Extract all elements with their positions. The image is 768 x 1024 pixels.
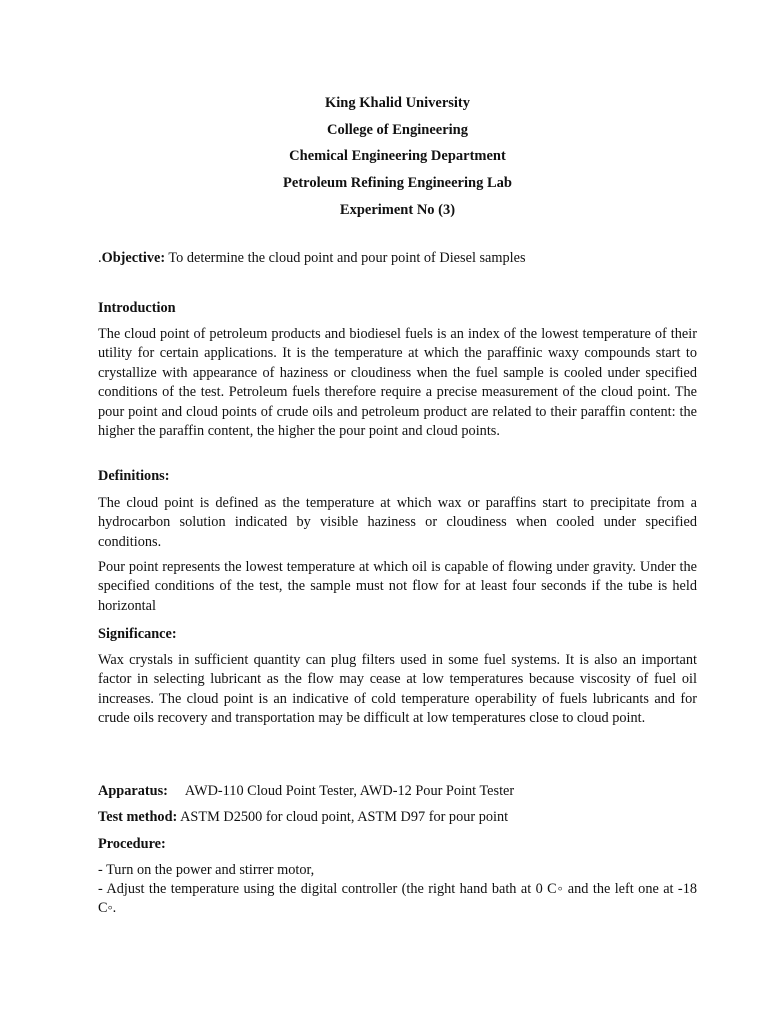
department-title: Chemical Engineering Department — [289, 148, 506, 164]
experiment-title: Experiment No (3) — [339, 202, 456, 218]
significance-paragraph: Wax crystals in sufficient quantity can plug filters used in some fuel systems. It is also an important factor in selecting lubricant as the flow may cease at low temperatures because viscosity of fuel oil increases. The cloud point is an indicative of cold temperature operability of fuels lubricants and for crude oils recovery and transportation may be difficult at low temperatures close to cloud point. — [98, 652, 697, 727]
introduction-paragraph: The cloud point of petroleum products and biodiesel fuels is an index of the lowest temperature of their utility for certain applications. It is the temperature at which the paraffinic waxy compounds start to crystallize with appearance of haziness or cloudiness when the fuel sample is cooled under specified conditions of the test. Petroleum fuels therefore require a precise measurement of the cloud point. The pour point and cloud points of crude oils and petroleum product are related to their paraffin content: the higher the paraffin content, the higher the pour point and cloud points. — [98, 326, 697, 440]
apparatus-text: AWD-110 Cloud Point Tester, AWD-12 Pour Point Tester — [184, 783, 515, 799]
objective-text: To determine the cloud point and pour point of Diesel samples — [165, 250, 526, 266]
procedure-heading: Procedure: — [98, 836, 166, 852]
objective-line — [98, 249, 697, 268]
apparatus-label: Apparatus: — [98, 783, 168, 799]
lab-title: Petroleum Refining Engineering Lab — [283, 175, 512, 191]
introduction-heading: Introduction — [98, 300, 176, 316]
pour-point-definition: Pour point represents the lowest temperature at which oil is capable of flowing under gravity. Under the specified conditions of the test, the sample must not flow for at least four seconds if the tube is held horizontal — [98, 559, 697, 614]
test-method-label: Test method: — [98, 809, 178, 825]
definitions-heading: Definitions: — [98, 468, 170, 484]
procedure-step-1: - Turn on the power and stirrer motor, — [98, 862, 315, 878]
college-title: College of Engineering — [327, 122, 468, 138]
university-title: King Khalid University — [324, 95, 471, 111]
significance-heading: Significance: — [98, 626, 177, 642]
test-method-text: ASTM D2500 for cloud point, ASTM D97 for pour point — [177, 809, 509, 825]
cloud-point-definition: The cloud point is defined as the temperature at which wax or paraffins start to precipitate from a hydrocarbon solution indicated by visible haziness or cloudiness when cooled under specified conditions. — [98, 495, 697, 550]
objective-prefix: . — [98, 250, 102, 266]
procedure-step-2: - Adjust the temperature using the digital controller (the right hand bath at 0 C◦ and the left one at -18 C◦. — [98, 881, 697, 917]
objective-label: Objective: — [101, 250, 166, 266]
apparatus-line — [98, 782, 697, 801]
test-method-line — [98, 808, 697, 827]
